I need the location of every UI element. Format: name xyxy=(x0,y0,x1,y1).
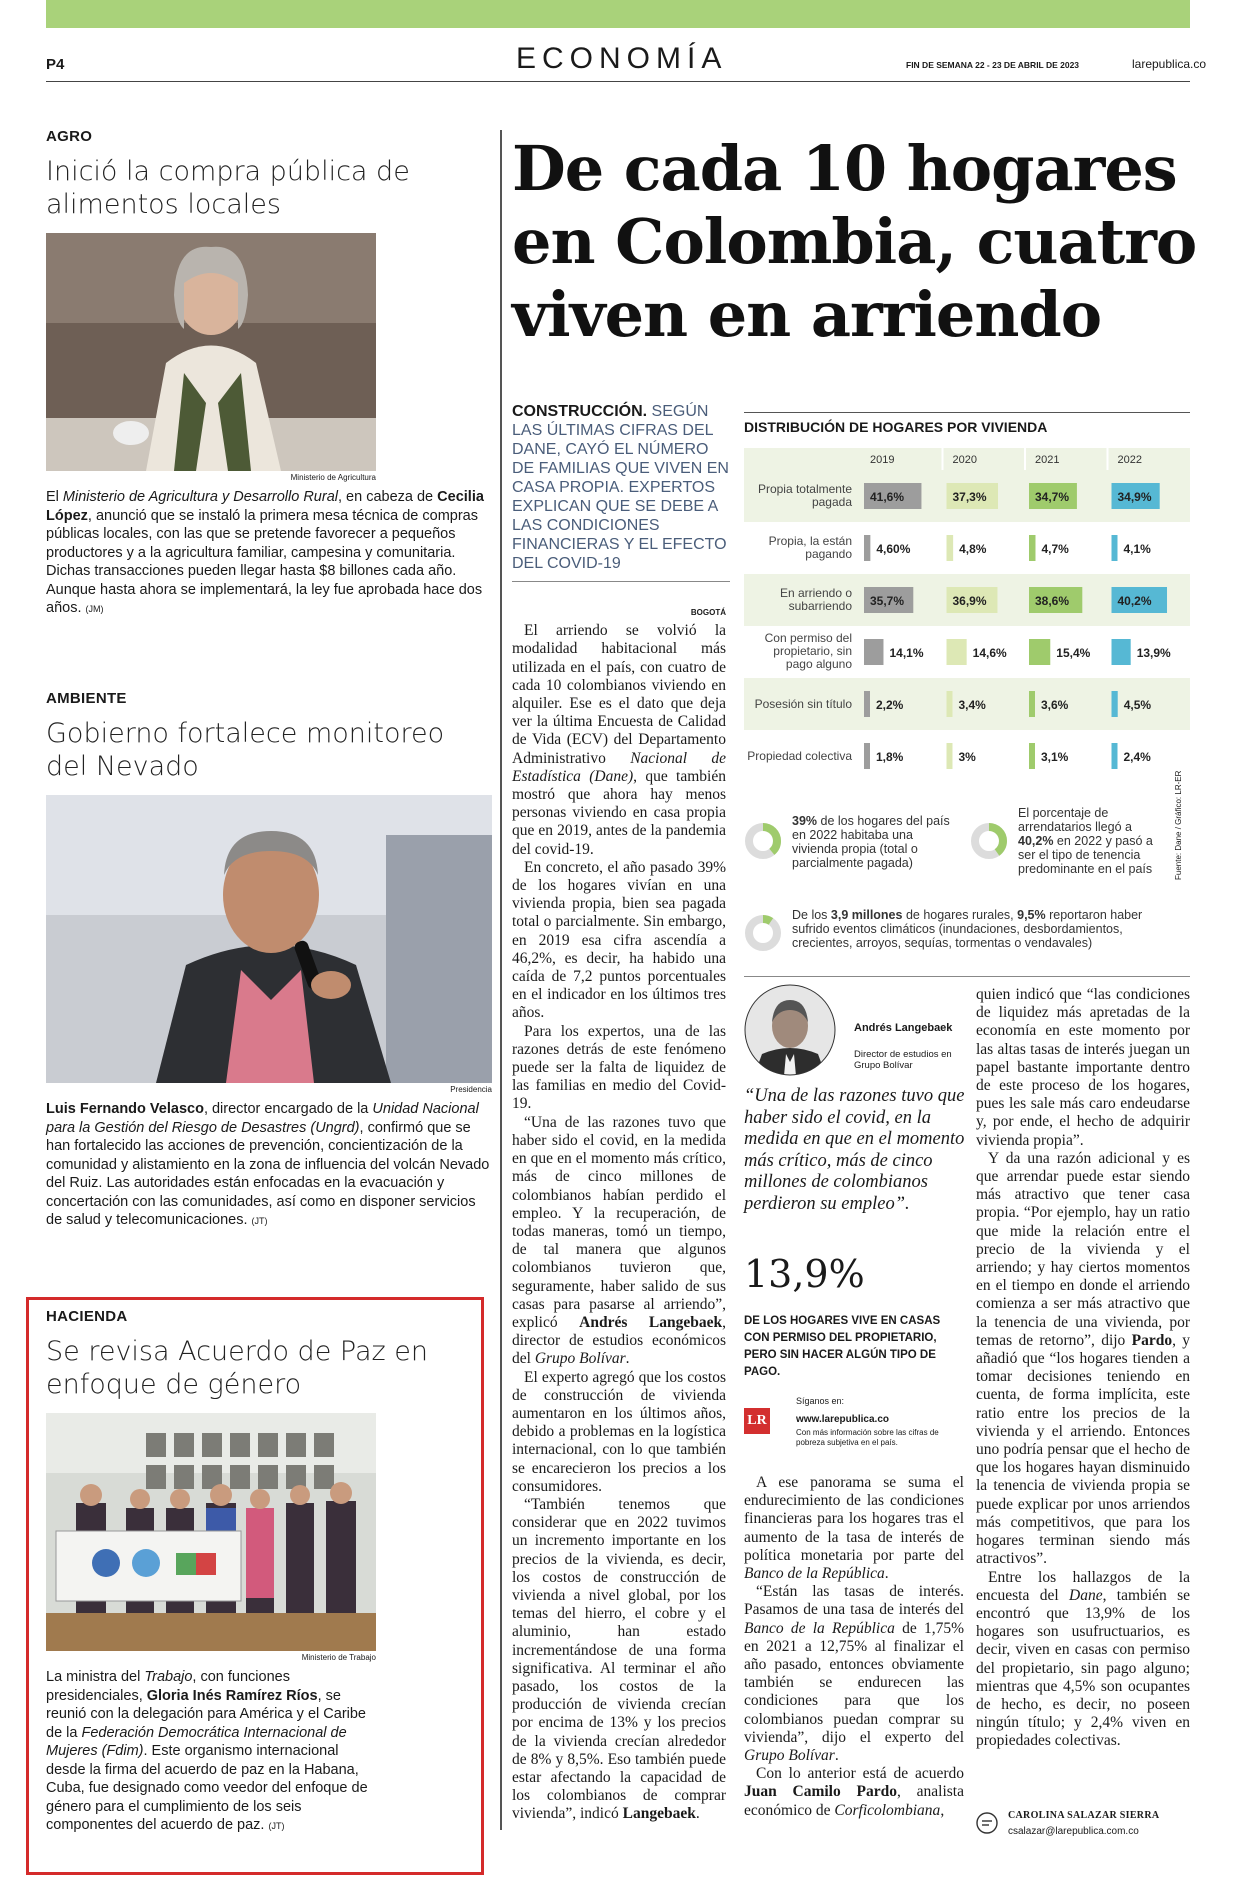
photo-credit: Ministerio de Agricultura xyxy=(290,473,376,482)
value-label: 40,2% xyxy=(1117,594,1152,608)
big-number: 13,9% xyxy=(744,1252,865,1296)
paragraph: “Están las tasas de interés. Pasamos de una tasa de interés del Banco de la República de 1,75% en 2021 a 12,75% al finalizar el año pasado, entonces obviamente también se endurecen las condiciones para que los colombianos puedan comprar su vivienda”, dijo el experto del Grupo Bolívar. xyxy=(744,1583,965,1765)
paragraph: A ese panorama se suma el endurecimiento de las condiciones financieras para los hogares tras el aumento de la tasa de interés de política monetaria por parte del Banco de la República. xyxy=(744,1474,964,1583)
value-label: 3% xyxy=(958,750,976,764)
value-bar xyxy=(864,639,883,665)
paragraph: En concreto, el año pasado 39% de los hogares vivían en una vivienda propia, bien sea pagada total o parcialmente. Sin embargo, en 2019 esa cifra ascendía a 46,2%, es decir, ha habido una caída de 7,2 puntos porcentuales en el indicador en los últimos tres años. xyxy=(512,858,726,1022)
paragraph: Entre los hallazgos de la encuesta del Dane, también se encontró que 13,9% de los hogares son usufructuarios, es decir, viven en casas con permiso del propietario, sin pago alguno; mientras que 4,5% son ocupantes de hecho, es decir, no poseen ningún título; y 2,4% viven en propiedades colectivas. xyxy=(976,1568,1190,1750)
value-bar xyxy=(864,691,870,717)
value-bar xyxy=(864,743,870,769)
brief-kicker: AGRO xyxy=(46,128,93,145)
photo-credit: Ministerio de Trabajo xyxy=(301,1653,376,1662)
brief-title: Se revisa Acuerdo de Paz en enfoque de género xyxy=(46,1336,428,1400)
column-divider xyxy=(500,130,502,1830)
value-bar xyxy=(1112,535,1118,561)
paragraph: Con lo anterior está de acuerdo Juan Camilo Pardo, analista económico de Corficolombiana, xyxy=(744,1765,964,1819)
brief-body: El Ministerio de Agricultura y Desarrollo Rural, en cabeza de Cecilia López, anunció que se instaló la primera mesa técnica de compras públicas locales, con las que se pretende favorecer a pequeños productores y a la agricultura familiar, campesina y comunitaria. Dichas transacciones pueden llegar hasta $8 billones cada año. Aunque hasta ahora se implementará, la ley fue aprobada hace dos años. (JM) xyxy=(46,489,484,616)
value-bar xyxy=(1029,743,1035,769)
value-label: 36,9% xyxy=(952,594,987,608)
article-column-2 xyxy=(744,1474,964,1820)
masthead xyxy=(46,36,1207,82)
value-label: 37,3% xyxy=(952,490,987,504)
follow-note: Con más información sobre las cifras de pobreza subjetiva en el país. xyxy=(796,1428,939,1447)
edition-date: FIN DE SEMANA 22 - 23 DE ABRIL DE 2023 xyxy=(906,60,1080,70)
stat-ring-1 xyxy=(744,822,782,860)
brief-title: Inició la compra pública de alimentos locales xyxy=(46,156,410,220)
value-label: 35,7% xyxy=(870,594,905,608)
deck-kicker: CONSTRUCCIÓN. xyxy=(512,403,648,420)
brief-kicker: AMBIENTE xyxy=(46,690,127,707)
value-bar xyxy=(947,743,953,769)
value-label: 1,8% xyxy=(876,750,904,764)
value-bar xyxy=(1029,639,1050,665)
paragraph: Y da una razón adicional y es que arrendar puede estar siendo más atractivo que tener casa propia. “Por ejemplo, hay un ratio que mide la relación entre el precio de la vivienda y el arriendo; y hay ciertos momentos en el tiempo en donde el arriendo comienza a ser más atractivo que la tenencia de una vivienda, por temas de retorno”, dijo Pardo, y añadió que “los hogares tienden a tomar decisiones teniendo en cuenta, de forma implícita, este ratio entre los precios de la vivienda y el arriendo. Entonces uno podría pensar que el hecho de que los hogares hayan disminuido la tenencia de vivienda propia se puede explicar por unos arriendos más competitivos, que para los hogares terminan siendo más atractivos”. xyxy=(976,1149,1190,1568)
value-bar xyxy=(947,639,967,665)
row-label: Con permiso del xyxy=(764,631,852,645)
article-deck: CONSTRUCCIÓN. SEGÚN LAS ÚLTIMAS CIFRAS DEL DANE, CAYÓ EL NÚMERO DE FAMILIAS QUE VIVEN EN CASA PROPIA. EXPERTOS EXPLICAN QUE SE DEBE A LAS CONDICIONES FINANCIERAS Y EL EFECTO DEL COVID-19 xyxy=(512,402,730,582)
article-column-1 xyxy=(512,604,726,1824)
photo-credit: Presidencia xyxy=(450,1085,492,1094)
article-title: De cada 10 hogares en Colombia, cuatro viven en arriendo xyxy=(512,132,1197,351)
value-label: 14,1% xyxy=(889,646,924,660)
value-label: 34,7% xyxy=(1035,490,1070,504)
site-url: larepublica.co xyxy=(1132,57,1207,71)
dateline: BOGOTÁ xyxy=(690,608,726,617)
brief-kicker: HACIENDA xyxy=(46,1308,128,1325)
year-label: 2022 xyxy=(1117,454,1142,466)
value-bar xyxy=(1112,743,1118,769)
paragraph: Para los expertos, una de las razones detrás de este fenómeno puede ser la falta de liquidez de las familias en medio del Covid-19. xyxy=(512,1022,726,1113)
value-bar xyxy=(947,691,953,717)
row-label: Posesión sin título xyxy=(754,697,852,711)
housing-distribution-chart xyxy=(744,448,1190,788)
value-label: 41,6% xyxy=(870,490,905,504)
year-label: 2021 xyxy=(1035,454,1060,466)
brief-photo xyxy=(46,795,492,1083)
brief-body: Luis Fernando Velasco, director encargado de la Unidad Nacional para la Gestión del Riesgo de Desastres (Ungrd), confirmó que se han fortalecido las acciones de prevención, concientización de la comunidad y alistamiento en la zona de influencia del volcán Nevado del Ruiz. Las autoridades están enfocadas en la evacuación y concertación con las comunidades, así como en disponer servicios de salud y telecomunicaciones. (JT) xyxy=(46,1101,490,1228)
row-label: pagada xyxy=(811,495,852,509)
highlight-box xyxy=(26,1297,484,1875)
chart-source: Fuente: Dane / Gráfico: LR-ER xyxy=(1174,770,1183,880)
ring-track xyxy=(749,919,777,947)
article-column-3 xyxy=(976,986,1190,1751)
chart-title: DISTRIBUCIÓN DE HOGARES POR VIVIENDA xyxy=(744,412,1190,435)
value-label: 14,6% xyxy=(972,646,1007,660)
separator xyxy=(744,976,1190,977)
row-label: Propia, la están xyxy=(768,534,852,548)
stat-ring-2 xyxy=(970,822,1008,860)
row-label: En arriendo o xyxy=(779,586,852,600)
paragraph: “Una de las razones tuvo que haber sido el covid, en la medida en que en el momento más crítico, más de cinco millones de colombianos habían perdido el empleo. Y la recuperación, de todas maneras, tomó un tiempo, de tal manera que algunos colombianos tuvieron que, seguramente, haber salido de sus casas para pasarse al arriendo”, explicó Andrés Langebaek, director de estudios económicos del Grupo Bolívar. xyxy=(512,1113,726,1368)
value-label: 3,4% xyxy=(958,698,986,712)
expert-role: Director de estudios en Grupo Bolívar xyxy=(854,1049,952,1071)
stat-ring-3 xyxy=(744,914,782,952)
value-bar xyxy=(1029,691,1035,717)
stat-1: 39% de los hogares del país en 2022 habitaba una vivienda propia (total o parcialmente pagada) xyxy=(792,814,950,870)
brief-photo xyxy=(46,233,376,471)
pull-quote: “Una de las razones tuvo que haber sido el covid, en la medida en que en el momento más crítico, más de cinco millones de colombianos perdieron su empleo”. xyxy=(744,1086,965,1214)
row-label: Propia totalmente xyxy=(757,482,852,496)
author-name: CAROLINA SALAZAR SIERRA xyxy=(1008,1810,1160,1821)
value-label: 4,8% xyxy=(959,542,987,556)
value-label: 4,7% xyxy=(1041,542,1069,556)
person-name: Luis Fernando Velasco xyxy=(46,1101,204,1117)
brief-ambiente xyxy=(46,690,492,1231)
value-bar xyxy=(1112,691,1118,717)
row-label: subarriendo xyxy=(788,599,852,613)
value-label: 4,5% xyxy=(1123,698,1152,712)
person-name: Cecilia López xyxy=(46,489,484,524)
brief-body: La ministra del Trabajo, con funciones presidenciales, Gloria Inés Ramírez Ríos, se reunió con la delegación para América y el Caribe de la Federación Democrática Internacional de Mujeres (Fdim). Este organismo internacional desde la firma del acuerdo de paz en la Habana, Cuba, fue designado como veedor del enfoque de género para el cumplimiento de los seis componentes del acuerdo de paz. (JT) xyxy=(46,1669,368,1833)
big-number-description: DE LOS HOGARES VIVE EN CASAS CON PERMISO DEL PROPIETARIO, PERO SIN HACER ALGÚN TIPO DE PAGO. xyxy=(744,1315,941,1378)
lr-logo: LR xyxy=(744,1408,770,1434)
page-number: P4 xyxy=(46,56,65,73)
brief-title: Gobierno fortalece monitoreo del Nevado xyxy=(46,718,445,782)
row-label: Propiedad colectiva xyxy=(747,749,852,763)
row-label: pago alguno xyxy=(785,657,852,671)
value-bar xyxy=(947,535,954,561)
expert-portrait xyxy=(744,984,836,1080)
person-name: Gloria Inés Ramírez Ríos xyxy=(146,1687,318,1704)
row-label: pagando xyxy=(805,547,852,561)
value-label: 34,9% xyxy=(1117,490,1152,504)
value-label: 4,60% xyxy=(876,542,911,556)
paragraph: quien indicó que “las condiciones de liquidez más apretadas de la economía en este momento por las altas tasas de interés juegan un papel bastante importante dentro de este proceso de los hogares, pues les sale más caro endeudarse y, por ende, el hecho de adquirir vivienda propia”. xyxy=(976,986,1190,1149)
year-label: 2019 xyxy=(870,454,895,466)
value-label: 3,6% xyxy=(1041,698,1069,712)
stat-2: El porcentaje de arrendatarios llegó a 40,2% en 2022 y pasó a ser el tipo de tenencia predominante en el país xyxy=(1018,806,1153,876)
comment-icon xyxy=(976,1812,998,1834)
follow-box xyxy=(744,1396,970,1466)
stat-3: De los 3,9 millones de hogares rurales, 9,5% reportaron haber sufrido eventos climáticos (inundaciones, desbordamientos, crecientes, arroyos, sequías, tormentas o vendavales) xyxy=(792,908,1143,950)
paragraph: El arriendo se volvió la modalidad habitacional más utilizada en el país, con cuatro de cada 10 colombianos viviendo en alquiler. Ese es el dato que deja ver la última Encuesta de Calidad de Vida (ECV) del Departamento Administrativo Nacional de Estadística (Dane), que también mostró que ahora hay menos personas viviendo en casa propia que en 2019, antes de la pandemia del covid-19. xyxy=(512,622,726,858)
value-label: 2,2% xyxy=(876,698,904,712)
value-bar xyxy=(864,535,870,561)
paragraph: “También tenemos que considerar que en 2022 tuvimos un incremento importante en los precios de la vivienda, es decir, los costos de construcción de vivienda a nivel global, por los temas del hierro, el cobre y el aluminio, han estado incrementándose de una forma significativa. Al terminar el año pasado, los costos de la producción de vivienda crecían por encima de 13% y los precios de la vivienda crecían alrededor de 8% y 8,5%. Eso también puede estar afectando la capacidad de los colombianos de comprar vivienda”, indicó Langebaek. xyxy=(512,1495,726,1823)
paragraph: El experto agregó que los costos de construcción de vivienda aumentaron en los últimos años, debido a problemas en la logística internacional, con lo que también se encarecieron los precios a los consumidores. xyxy=(512,1368,726,1495)
value-bar xyxy=(1112,639,1131,665)
value-bar xyxy=(1029,535,1035,561)
year-label: 2020 xyxy=(952,454,977,466)
value-label: 15,4% xyxy=(1056,646,1091,660)
top-color-bar xyxy=(46,0,1190,28)
value-label: 2,4% xyxy=(1123,750,1151,764)
brief-agro xyxy=(46,128,492,619)
row-label: propietario, sin xyxy=(773,644,852,658)
follow-label: Síganos en: xyxy=(796,1396,845,1406)
section-name: ECONOMÍA xyxy=(516,42,728,75)
value-label: 38,6% xyxy=(1035,594,1070,608)
value-label: 13,9% xyxy=(1136,646,1171,660)
expert-name: Andrés Langebaek xyxy=(854,1022,953,1034)
author-email[interactable]: csalazar@larepublica.com.co xyxy=(1008,1826,1139,1837)
value-label: 3,1% xyxy=(1041,750,1069,764)
value-label: 4,1% xyxy=(1123,542,1151,556)
follow-site[interactable]: www.larepublica.co xyxy=(796,1414,889,1425)
